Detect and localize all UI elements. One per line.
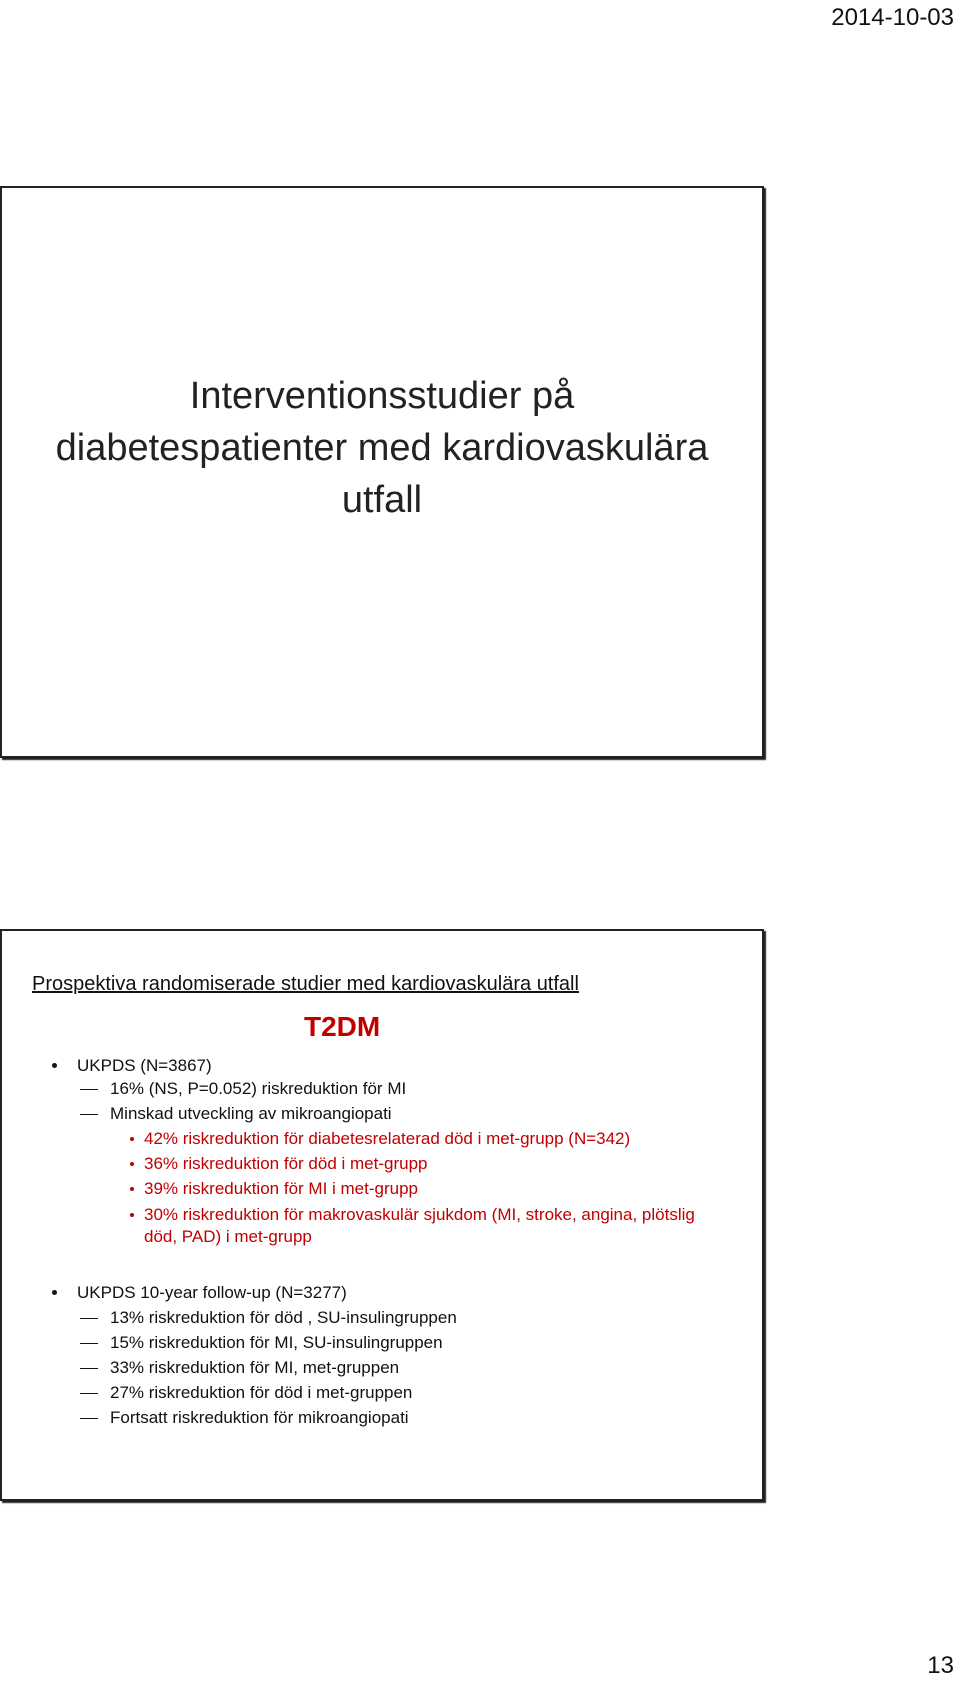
list-subitem: 16% (NS, P=0.052) riskreduktion för MI [110, 1079, 407, 1098]
list-subsubitem-continued: död, PAD) i met-grupp [144, 1227, 312, 1246]
bullet-icon [130, 1162, 134, 1166]
list-subitem: 13% riskreduktion för död , SU-insulingruppen [110, 1308, 457, 1327]
list-subitem: Minskad utveckling av mikroangiopati [110, 1104, 392, 1123]
bullet-icon [52, 1290, 57, 1295]
bullet-icon [130, 1187, 134, 1191]
list-subsubitem: 36% riskreduktion för död i met-grupp [144, 1154, 428, 1173]
list-subitem: Fortsatt riskreduktion för mikroangiopati [110, 1408, 409, 1427]
dash-icon [80, 1393, 98, 1394]
title-line: diabetespatienter med kardiovaskulära [55, 427, 709, 469]
dash-icon [80, 1114, 98, 1115]
bullet-icon [130, 1213, 134, 1217]
dash-icon [80, 1418, 98, 1419]
slide-title [0, 186, 764, 758]
list-item: UKPDS 10-year follow-up (N=3277) [77, 1283, 347, 1302]
title-line: utfall [341, 479, 423, 521]
list-subitem: 27% riskreduktion för död i met-gruppen [110, 1383, 413, 1402]
list-item: UKPDS (N=3867) [77, 1056, 212, 1075]
dash-icon [80, 1343, 98, 1344]
page-number: 13 [927, 1652, 954, 1679]
slide-content [0, 929, 764, 1501]
title-line: Interventionsstudier på [189, 375, 575, 417]
list-subsubitem: 42% riskreduktion för diabetesrelaterad död i met-grupp (N=342) [144, 1129, 631, 1148]
bullet-icon [52, 1063, 57, 1068]
list-subitem: 15% riskreduktion för MI, SU-insulingruppen [110, 1333, 443, 1352]
slide-title-text [2, 370, 762, 526]
list-subitem: 33% riskreduktion för MI, met-gruppen [110, 1358, 400, 1377]
t2dm-tag: T2DM [304, 1011, 381, 1042]
dash-icon [80, 1368, 98, 1369]
bullet-icon [130, 1137, 134, 1141]
dash-icon [80, 1318, 98, 1319]
dash-icon [80, 1089, 98, 1090]
list-subsubitem: 39% riskreduktion för MI i met-grupp [144, 1179, 418, 1198]
slide-heading: Prospektiva randomiserade studier med kardiovaskulära utfall [32, 973, 579, 995]
page-date: 2014-10-03 [831, 4, 954, 31]
list-subsubitem: 30% riskreduktion för makrovaskulär sjukdom (MI, stroke, angina, plötslig [144, 1205, 695, 1224]
